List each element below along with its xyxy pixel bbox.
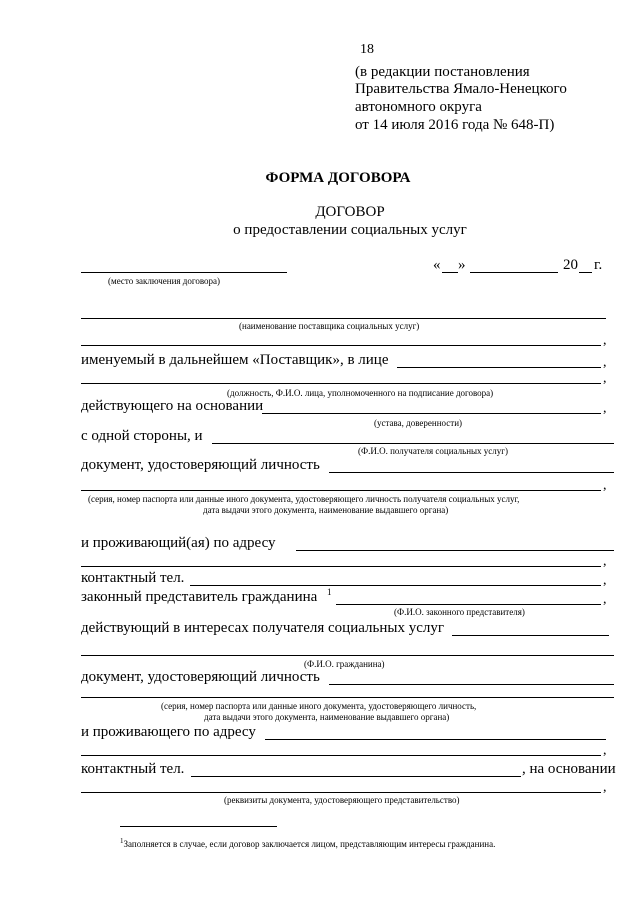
- provider-line: [81, 318, 606, 319]
- comma: ,: [603, 478, 607, 493]
- contract-title: ДОГОВОР: [315, 204, 385, 220]
- legal-rep-label: законный представитель гражданина: [81, 589, 318, 605]
- passport-caption-1: (серия, номер паспорта или данные иного документа, удостоверяющего личность получателя социальных услуг,: [88, 494, 520, 504]
- comma: ,: [603, 355, 607, 370]
- passport2-caption-2: дата выдачи этого документа, наименование выдавшего органа): [204, 712, 450, 722]
- contact-phone-label: контактный тел.: [81, 570, 185, 586]
- date-close-quote: »: [458, 257, 466, 273]
- date-year-prefix: 20: [563, 257, 578, 273]
- comma: ,: [603, 401, 607, 416]
- referred-as-label: именуемый в дальнейшем «Поставщик», в лице: [81, 352, 389, 368]
- legal-rep-caption: (Ф.И.О. законного представителя): [394, 607, 525, 617]
- edition-note-line: (в редакции постановления: [355, 64, 530, 80]
- representation-line: [81, 792, 601, 793]
- residing-at-label: и проживающий(ая) по адресу: [81, 535, 276, 551]
- position-line: [81, 383, 601, 384]
- basis-line: [262, 413, 601, 414]
- on-basis-label: , на основании: [522, 761, 616, 777]
- identity-document-label: документ, удостоверяющий личность: [81, 457, 320, 473]
- representation-caption: (реквизиты документа, удостоверяющего представительство): [224, 795, 460, 805]
- footnote-text: Заполняется в случае, если договор заключается лицом, представляющим интересы гражданина.: [123, 839, 496, 849]
- date-day-line: [442, 272, 458, 273]
- date-month-line: [470, 272, 558, 273]
- comma: ,: [603, 780, 607, 795]
- date-open-quote: «: [433, 257, 441, 273]
- one-side-label: с одной стороны, и: [81, 428, 203, 444]
- provider-line-2: [81, 345, 601, 346]
- place-line: [81, 272, 287, 273]
- footnote: [120, 836, 495, 849]
- comma: ,: [603, 554, 607, 569]
- provider-caption: (наименование поставщика социальных услуг): [239, 321, 420, 331]
- footnote-mark: 1: [327, 587, 332, 597]
- contact-phone-line: [190, 585, 601, 586]
- identity-document-2-line: [329, 684, 614, 685]
- recipient-caption: (Ф.И.О. получателя социальных услуг): [358, 446, 508, 456]
- citizen-line: [81, 655, 614, 656]
- passport2-caption-1: (серия, номер паспорта или данные иного документа, удостоверяющего личность,: [161, 701, 477, 711]
- acting-interests-label: действующий в интересах получателя социальных услуг: [81, 620, 444, 636]
- identity-document-line: [329, 472, 614, 473]
- passport-caption-2: дата выдачи этого документа, наименование выдавшего органа): [203, 505, 449, 515]
- acting-basis-label: действующего на основании: [81, 398, 264, 414]
- contact-phone-2-label: контактный тел.: [81, 761, 185, 777]
- edition-note-line: Правительства Ямало-Ненецкого: [355, 81, 567, 97]
- edition-note-line: автономного округа: [355, 99, 482, 115]
- page-number: 18: [360, 42, 374, 57]
- comma: ,: [603, 573, 607, 588]
- identity-document-2-line-2: [81, 697, 614, 698]
- comma: ,: [603, 592, 607, 607]
- legal-rep-line: [336, 604, 601, 605]
- comma: ,: [603, 333, 607, 348]
- citizen-caption: (Ф.И.О. гражданина): [304, 659, 385, 669]
- comma: ,: [603, 371, 607, 386]
- address-line-2: [81, 566, 601, 567]
- form-title: ФОРМА ДОГОВОРА: [265, 170, 411, 186]
- edition-note-line: от 14 июля 2016 года № 648-П): [355, 117, 555, 133]
- identity-document-line-2: [81, 490, 601, 491]
- identity-document-2-label: документ, удостоверяющий личность: [81, 669, 320, 685]
- address-2-line-2: [81, 755, 601, 756]
- address-2-line: [265, 739, 606, 740]
- charter-caption: (устава, доверенности): [374, 418, 463, 428]
- address-line: [296, 550, 614, 551]
- recipient-line: [212, 443, 614, 444]
- date-year-line: [579, 272, 592, 273]
- contact-phone-2-line: [191, 776, 521, 777]
- acting-interests-line: [452, 635, 609, 636]
- residing-at-2-label: и проживающего по адресу: [81, 724, 256, 740]
- footnote-number: 1: [120, 837, 124, 845]
- contract-subtitle: о предоставлении социальных услуг: [233, 222, 467, 238]
- comma: ,: [603, 743, 607, 758]
- position-caption: (должность, Ф.И.О. лица, уполномоченного на подписание договора): [227, 388, 494, 398]
- date-year-suffix: г.: [594, 257, 603, 273]
- representative-line: [397, 367, 601, 368]
- footnote-separator: [120, 826, 277, 827]
- place-caption: (место заключения договора): [108, 276, 221, 286]
